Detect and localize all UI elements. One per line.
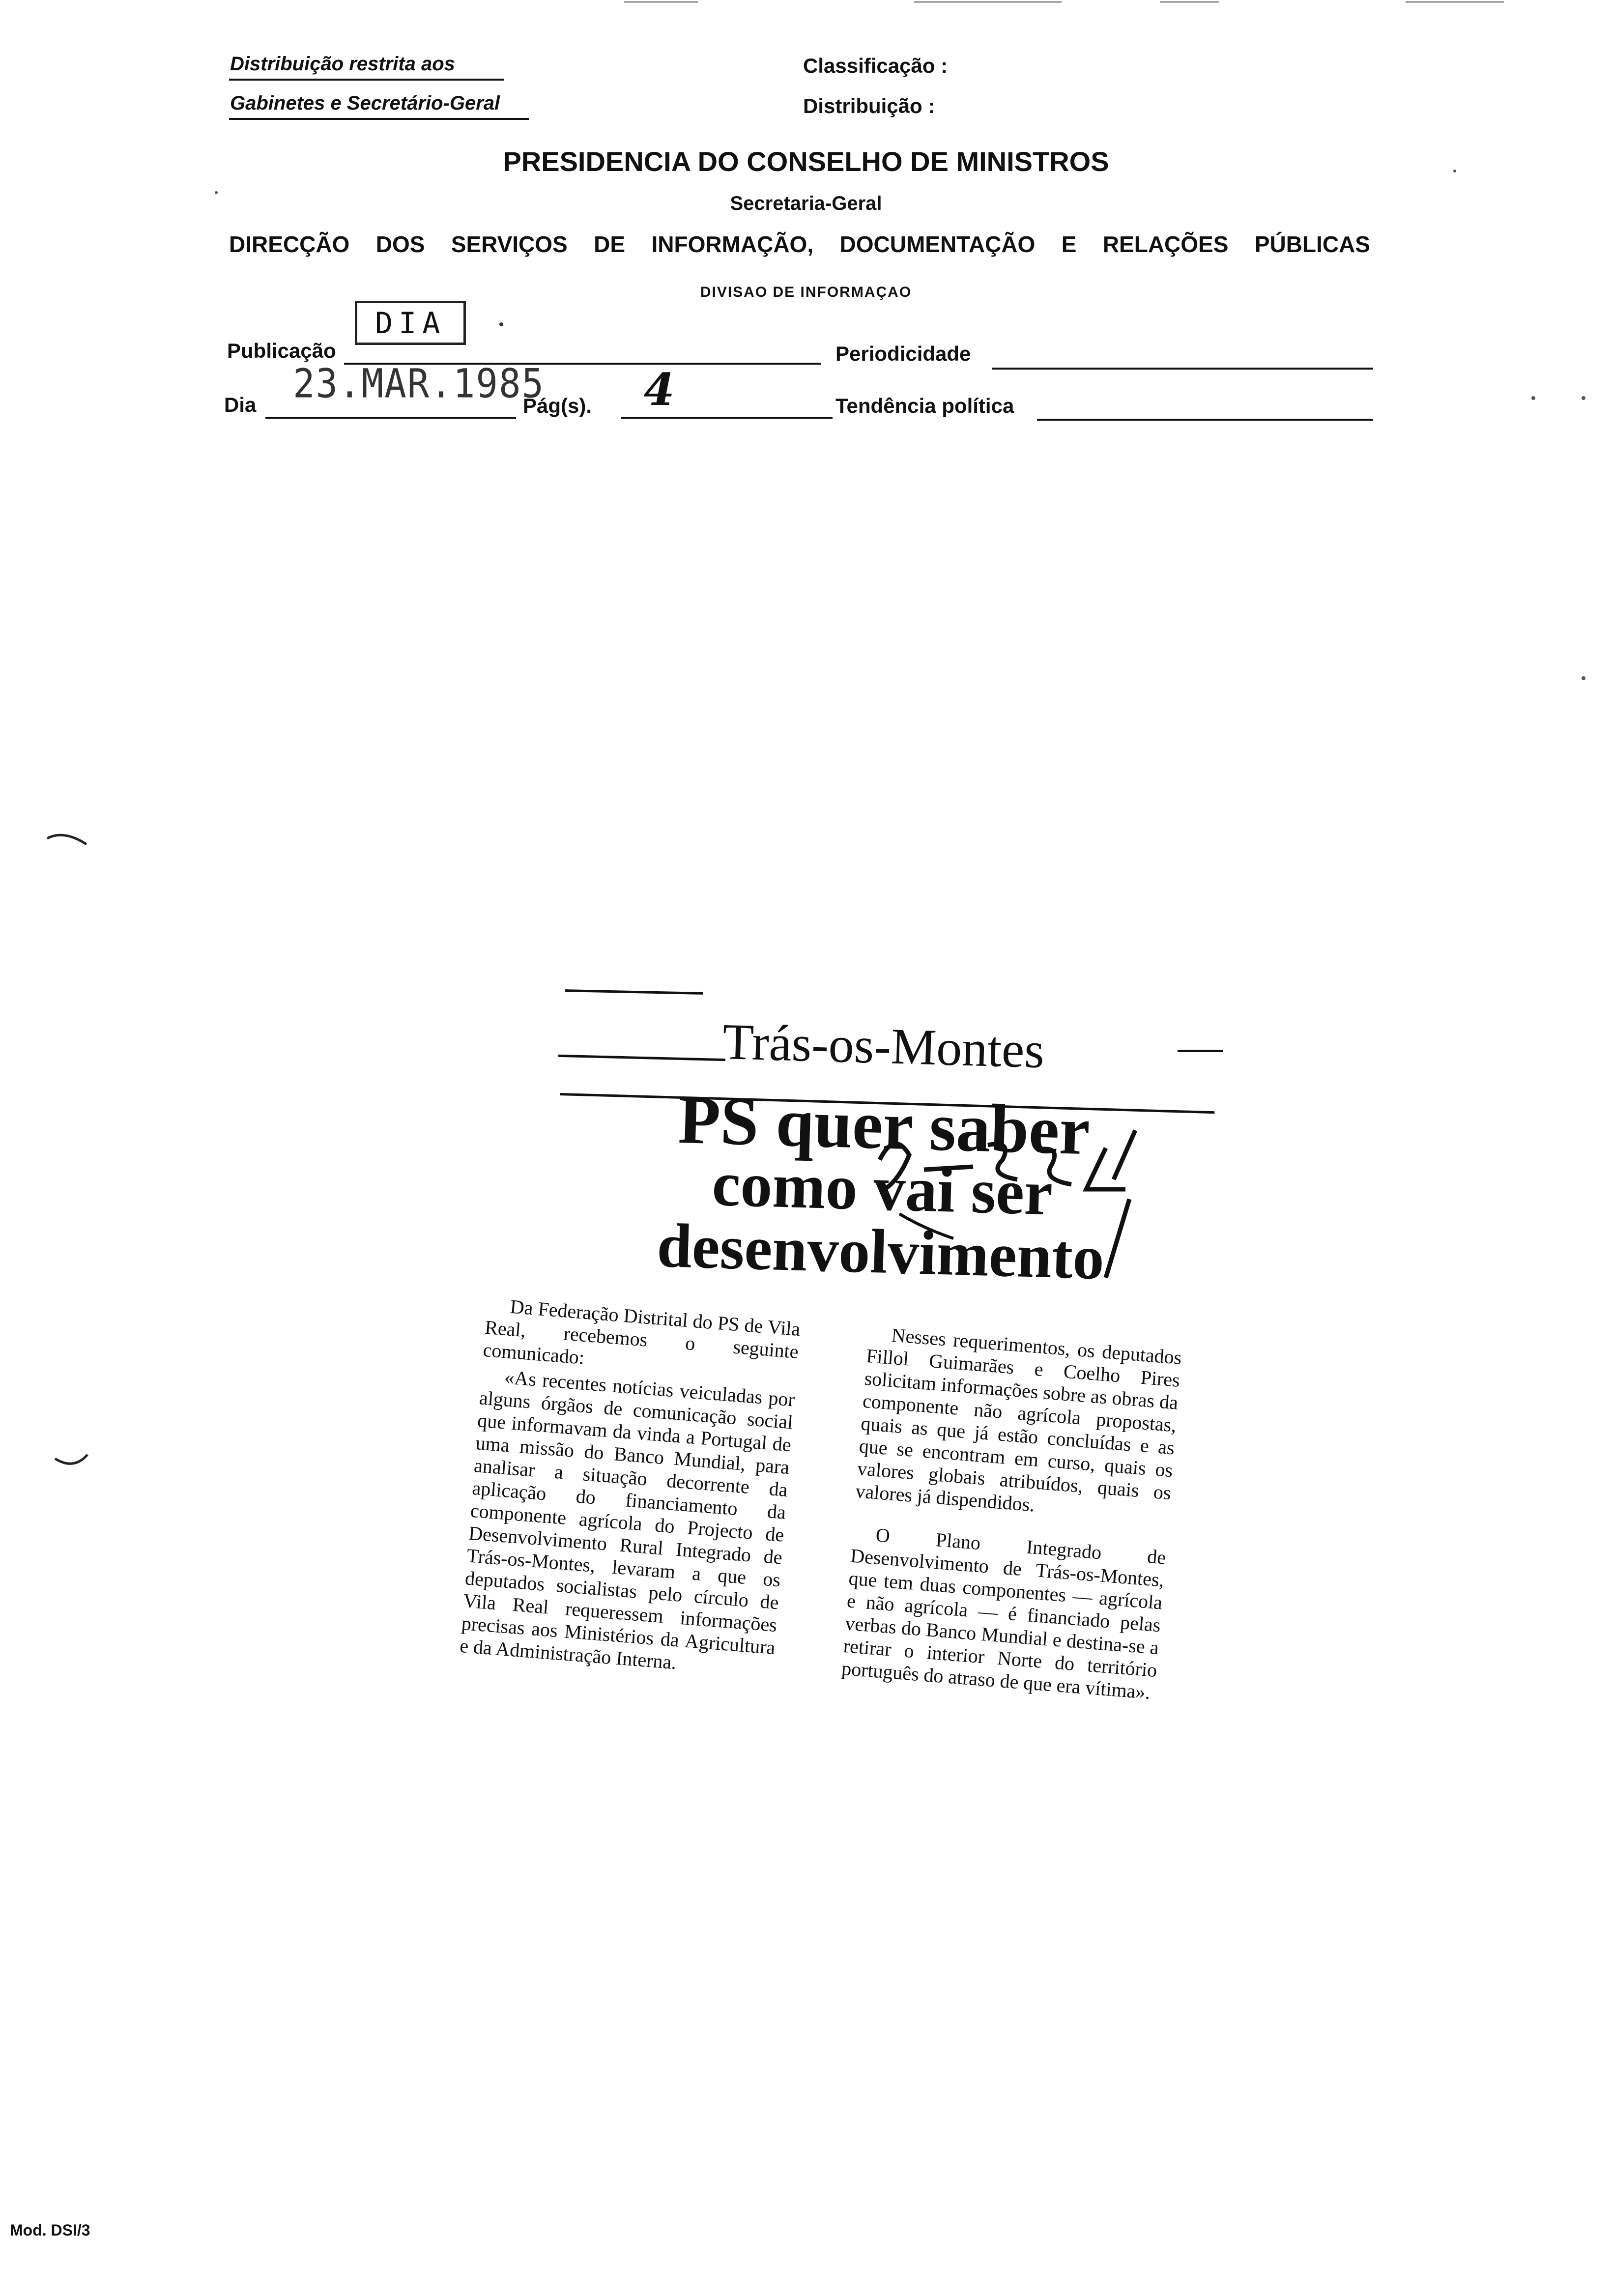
direccao-word: DIRECÇÃO [229, 231, 350, 257]
section-title: Trás-os-Montes [721, 1013, 1045, 1079]
direccao-word: E [1061, 231, 1077, 257]
periodicidade-label: Periodicidade [835, 342, 971, 365]
tendencia-label: Tendência política [835, 394, 1014, 417]
article-column-2 [840, 1322, 1182, 1707]
dia-label: Dia [224, 393, 257, 416]
pags-label: Pág(s). [523, 394, 592, 417]
column-1-paragraph-2: «As recentes notícias veiculadas por alguns órgãos de comunicação social que informavam da vinda a Portugal de uma missão do Banco Mundial, para analisar a situação decorrente da aplicação do financiamento da componente agrícola do Projecto de Desenvolvimento Rural Integrado de Trás-os-Montes, levaram a que os deputados socialistas pelo círculo de Vila Real requeressem informações precisas aos Ministérios da Agricultura e da Administração Interna. [459, 1366, 796, 1674]
direccao-word: INFORMAÇÃO, [651, 231, 814, 257]
form-model-code: Mod. DSI/3 [10, 2221, 90, 2239]
divisao-title: DIVISAO DE INFORMAÇAO [700, 284, 912, 300]
column-2-paragraph-1: Nesses requerimentos, os deputados Fillol Guimarães e Coelho Pires solicitam informações sobre as obras da componente não agrícola propostas, quais as que já estão concluídas e as que se encontram em curso, quais os valores globais atribuídos, quais os valores já dispendidos. [855, 1323, 1183, 1516]
direccao-word: DOS [375, 231, 425, 257]
direccao-word: RELAÇÕES [1102, 231, 1229, 257]
direccao-word: DE [594, 231, 626, 257]
distribuicao-label: Distribuição : [803, 94, 935, 117]
headline-line-2: como vai ser [711, 1148, 1054, 1229]
direccao-word: PÚBLICAS [1254, 231, 1370, 257]
headline-line-3: desenvolvimento [656, 1210, 1105, 1293]
headline-line-1: PS quer saber [677, 1081, 1091, 1170]
publicacao-stamp: DIA [355, 301, 466, 345]
pags-handwritten-value: 4 [644, 364, 675, 416]
date-stamp: 23.MAR.1985 [293, 360, 545, 407]
ministry-title: PRESIDENCIA DO CONSELHO DE MINISTROS [503, 146, 1109, 177]
article-column-1 [459, 1293, 801, 1685]
direccao-word: SERVIÇOS [451, 231, 568, 257]
classificacao-label: Classificação : [803, 54, 948, 77]
column-2-paragraph-2: O Plano Integrado de Desenvolvimento de Trás-os-Montes, que tem duas componentes — agrícola e não agrícola — é financiado pelas verbas do Banco Mundial e destina-se a retirar o interior Norte do território português do atraso de que era vítima». [840, 1523, 1167, 1704]
column-1-paragraph-1: Da Federação Distrital do PS de Vila Real, recebemos o seguinte comunicado: [482, 1295, 802, 1369]
publicacao-label: Publicação [227, 339, 336, 362]
direccao-word: DOCUMENTAÇÃO [839, 231, 1036, 257]
restriction-notice-line1: Distribuição restrita aos [230, 53, 455, 75]
restriction-notice-line2: Gabinetes e Secretário-Geral [230, 92, 500, 114]
secretaria-title: Secretaria-Geral [730, 193, 882, 214]
